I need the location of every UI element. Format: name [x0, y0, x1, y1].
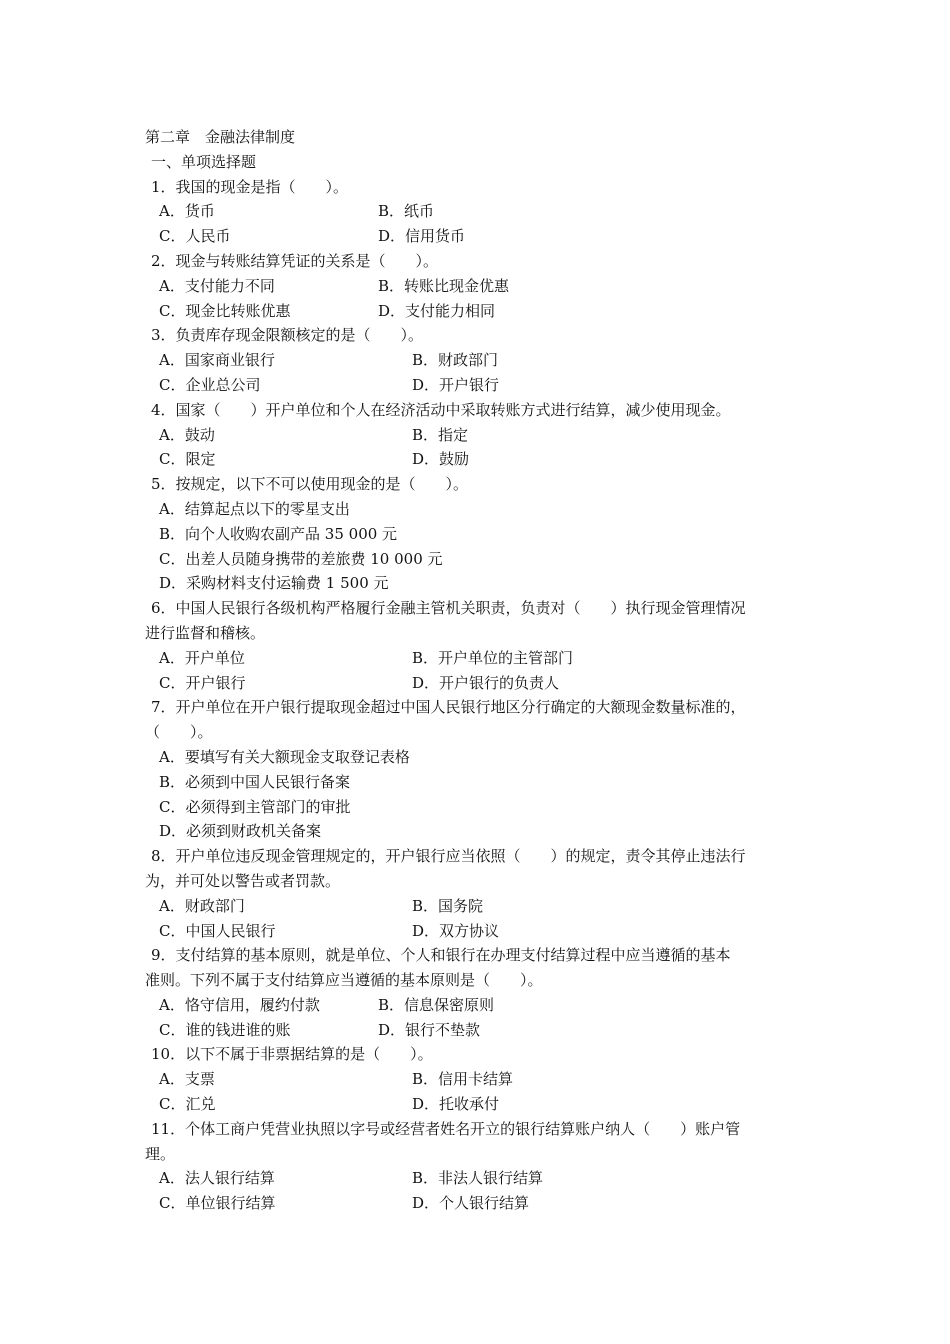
answer-option: A．结算起点以下的零星支出: [159, 499, 350, 518]
answer-option-row: [145, 993, 825, 1018]
answer-option: D．开户银行: [412, 375, 500, 394]
answer-option: C．企业总公司: [159, 375, 261, 394]
answer-option-row: [145, 1092, 825, 1117]
question-stem-continued: 为，并可处以警告或者罚款。: [145, 871, 341, 890]
answer-option: C．中国人民银行: [159, 921, 276, 940]
answer-option: C．汇兑: [159, 1095, 216, 1114]
answer-option: D．托收承付: [412, 1095, 500, 1114]
answer-option-row: [145, 299, 825, 324]
answer-option-row: [145, 1067, 825, 1092]
answer-option: D．信用货币: [378, 227, 466, 246]
question-block: [145, 472, 825, 596]
question-stem-continued: （ ）。: [145, 723, 213, 742]
answer-option: D．采购材料支付运输费 1 500 元: [159, 574, 389, 593]
answer-option: C．出差人员随身携带的差旅费 10 000 元: [159, 549, 443, 568]
question-block: [145, 323, 825, 397]
answer-option: B．国务院: [412, 896, 484, 915]
answer-option: C．必须得到主管部门的审批: [159, 797, 351, 816]
answer-option: B．纸币: [378, 202, 435, 221]
answer-option: C．谁的钱进谁的账: [159, 1020, 291, 1039]
question-block: [145, 943, 825, 1042]
question-block: [145, 249, 825, 323]
answer-option: D．鼓励: [412, 450, 470, 469]
answer-option: B．开户单位的主管部门: [412, 648, 574, 667]
question-stem: 1．我国的现金是指（ ）。: [151, 177, 349, 196]
answer-option: C．现金比转账优惠: [159, 301, 291, 320]
answer-option: A．国家商业银行: [159, 351, 275, 370]
answer-option: A．财政部门: [159, 896, 245, 915]
question-stem: 5．按规定，以下不可以使用现金的是（ ）。: [151, 475, 469, 494]
answer-option-row: [145, 224, 825, 249]
answer-option-row: [145, 447, 825, 472]
answer-option: B．必须到中国人民银行备案: [159, 772, 351, 791]
answer-option: B．财政部门: [412, 351, 499, 370]
answer-option: D．个人银行结算: [412, 1194, 530, 1213]
answer-option: D．双方协议: [412, 921, 500, 940]
chapter-title: 第二章 金融法律制度: [145, 128, 296, 146]
answer-option-row: [145, 274, 825, 299]
answer-option-row: [145, 671, 825, 696]
question-block: [145, 398, 825, 472]
question-block: [145, 596, 825, 695]
answer-option-row: [145, 373, 825, 398]
answer-option: A．开户单位: [159, 648, 245, 667]
answer-option: C．人民币: [159, 227, 231, 246]
answer-option: D．银行不垫款: [378, 1020, 481, 1039]
answer-option: A．支票: [159, 1070, 215, 1089]
answer-option: B．向个人收购农副产品 35 000 元: [159, 524, 398, 543]
answer-option: A．鼓动: [159, 425, 215, 444]
answer-option: A．要填写有关大额现金支取登记表格: [159, 747, 410, 766]
answer-option-row: [145, 646, 825, 671]
answer-option: B．非法人银行结算: [412, 1169, 544, 1188]
question-block: [145, 175, 825, 249]
answer-option-row: [145, 919, 825, 944]
question-stem: 9．支付结算的基本原则，就是单位、个人和银行在办理支付结算过程中应当遵循的基本: [151, 946, 731, 965]
answer-option: A．恪守信用，履约付款: [159, 995, 320, 1014]
question-stem: 4．国家（ ）开户单位和个人在经济活动中采取转账方式进行结算，减少使用现金。: [151, 400, 731, 419]
answer-option: C．限定: [159, 450, 216, 469]
question-stem: 7．开户单位在开户银行提取现金超过中国人民银行地区分行确定的大额现金数量标准的，: [151, 698, 746, 717]
question-block: [145, 695, 825, 844]
answer-option-row: [145, 1191, 825, 1216]
answer-option: D．支付能力相同: [378, 301, 496, 320]
question-stem: 3．负责库存现金限额核定的是（ ）。: [151, 326, 424, 345]
answer-option-row: [145, 199, 825, 224]
answer-option: B．转账比现金优惠: [378, 276, 510, 295]
answer-option: D．必须到财政机关备案: [159, 822, 322, 841]
answer-option: A．支付能力不同: [159, 276, 275, 295]
question-stem-continued: 进行监督和稽核。: [145, 623, 266, 642]
question-stem-continued: 理。: [145, 1144, 176, 1163]
question-stem: 11．个体工商户凭营业执照以字号或经营者姓名开立的银行结算账户纳人（ ）账户管: [151, 1119, 741, 1138]
question-block: [145, 1117, 825, 1216]
answer-option: B．信息保密原则: [378, 995, 495, 1014]
question-stem: 6．中国人民银行各级机构严格履行金融主管机关职责，负责对（ ）执行现金管理情况: [151, 599, 746, 618]
answer-option: A．货币: [159, 202, 215, 221]
question-stem-continued: 准则。下列不属于支付结算应当遵循的基本原则是（ ）。: [145, 971, 543, 990]
answer-option: B．指定: [412, 425, 469, 444]
answer-option: C．开户银行: [159, 673, 246, 692]
question-stem: 10．以下不属于非票据结算的是（ ）。: [151, 1045, 433, 1064]
answer-option-row: [145, 1018, 825, 1043]
section-title: 一、单项选择题: [151, 152, 257, 171]
answer-option-row: [145, 1166, 825, 1191]
question-stem: 8．开户单位违反现金管理规定的，开户银行应当依照（ ）的规定，责令其停止违法行: [151, 847, 746, 866]
answer-option-row: [145, 894, 825, 919]
answer-option: C．单位银行结算: [159, 1194, 276, 1213]
answer-option: B．信用卡结算: [412, 1070, 514, 1089]
question-stem: 2．现金与转账结算凭证的关系是（ ）。: [151, 251, 439, 270]
document-content: [145, 125, 825, 1216]
answer-option-row: [145, 348, 825, 373]
answer-option: A．法人银行结算: [159, 1169, 275, 1188]
question-block: [145, 844, 825, 943]
question-block: [145, 1042, 825, 1116]
answer-option: D．开户银行的负责人: [412, 673, 560, 692]
answer-option-row: [145, 423, 825, 448]
